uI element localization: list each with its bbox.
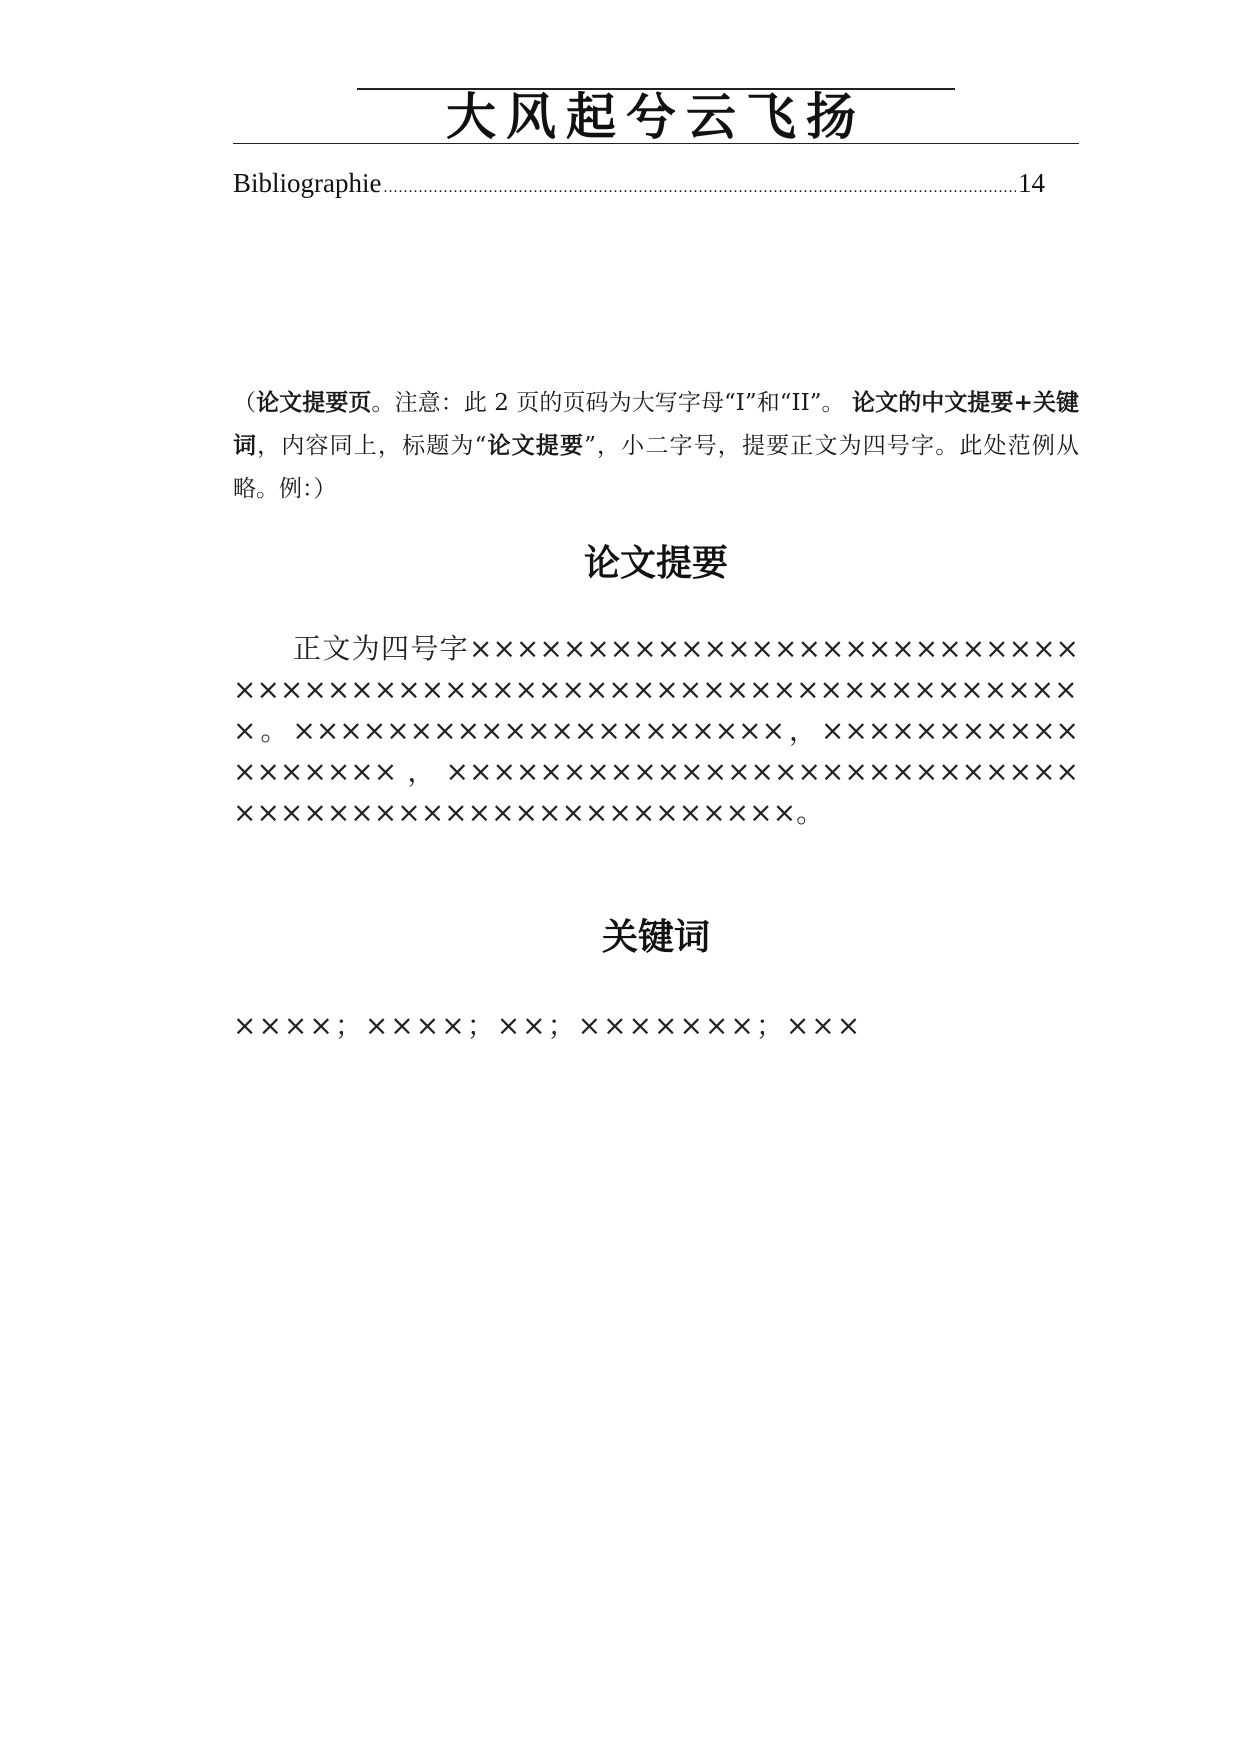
keywords-body: ××××；××××；××；×××××××；××× — [233, 1009, 863, 1042]
note-text-1: 。注意：此 2 页的页码为大写字母“I”和“II”。 — [371, 390, 853, 416]
note-bold-abstract-page: 论文提要页 — [256, 390, 372, 416]
abstract-body: 正文为四号字×××××××××××××××××××××××××××××××××××××××××××××××××××××××××××××××。×××××××××××××××××××××，××××××××××××××××××，×××××××××××××××××××××××××××××××××××××××××××××××××××。 — [233, 632, 1079, 829]
header-bottom-rule — [233, 143, 1079, 144]
note-bold-chinese-abstract: 论文的中文提要+关键词 — [233, 390, 1080, 459]
header-banner: 大风起兮云飞扬 — [446, 87, 866, 146]
formatting-note — [233, 382, 1079, 511]
toc-entry[interactable] — [233, 166, 1045, 205]
note-bold-title: 论文提要 — [486, 433, 585, 459]
note-text-3: ”，小二字号，提要正文为四号字。此处范例从略。例：） — [233, 433, 1079, 502]
abstract-heading: 论文提要 — [583, 543, 728, 584]
toc-entry-label: Bibliographie — [233, 168, 382, 198]
keywords-heading: 关键词 — [601, 917, 710, 958]
note-text-2: ，内容同上，标题为“ — [257, 433, 487, 459]
toc-entry-page-number: 14 — [1018, 168, 1045, 198]
note-open-paren: （ — [233, 390, 257, 416]
toc-leader-dots — [383, 171, 1016, 205]
